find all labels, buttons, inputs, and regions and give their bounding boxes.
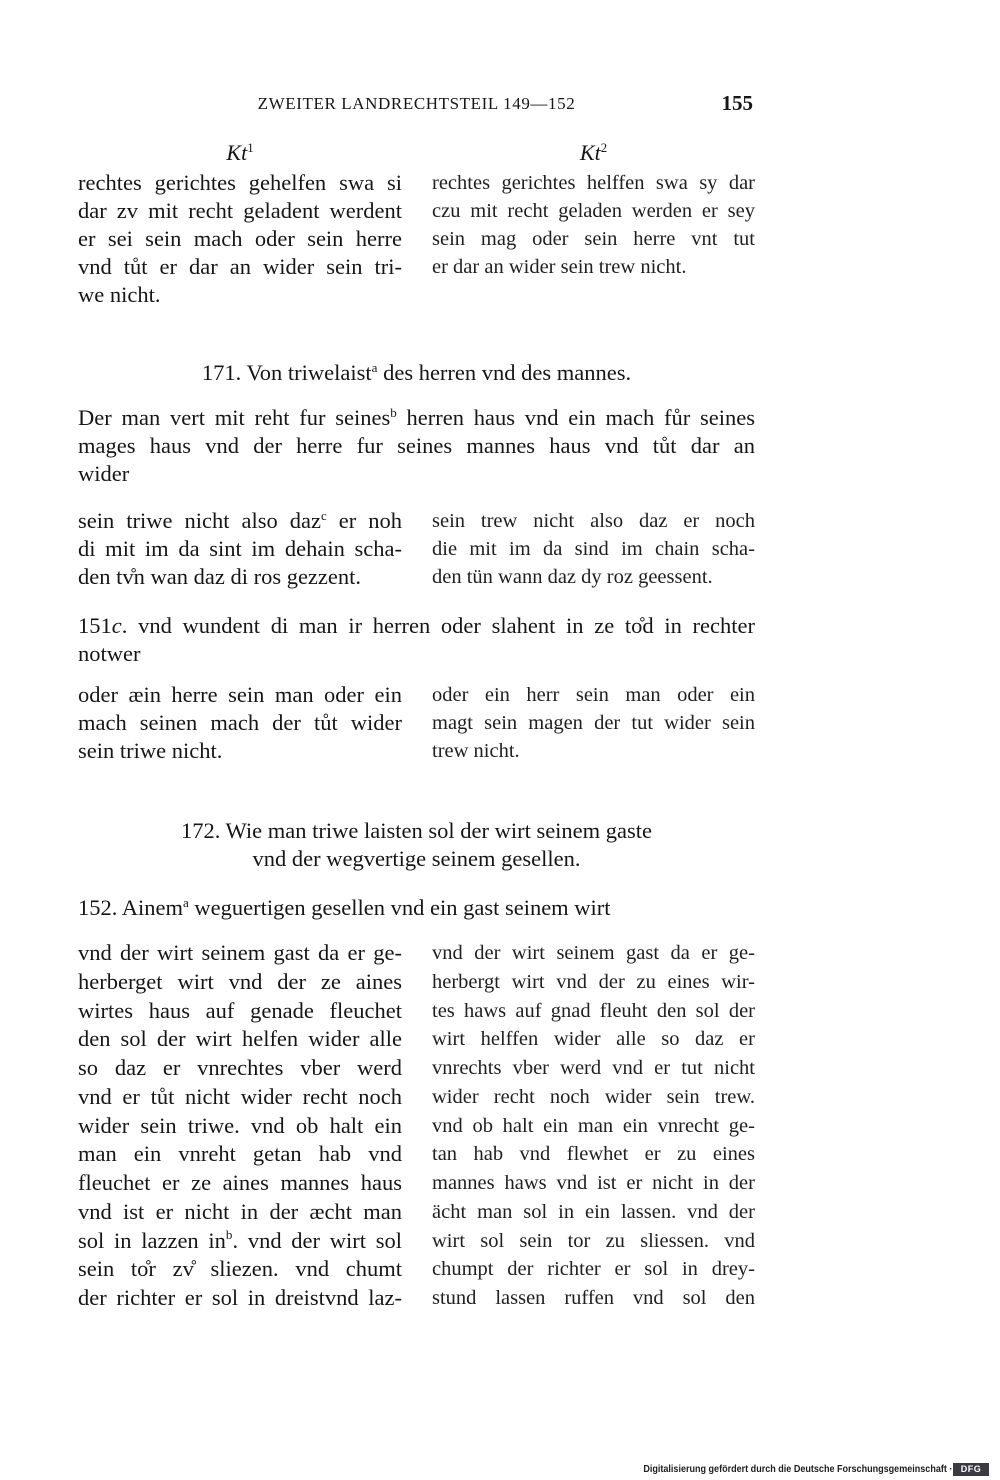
text-line: wirtes haus auf genade fleuchet <box>78 997 402 1023</box>
text-line: notwer <box>78 641 141 666</box>
article-151c-kt1-column <box>78 681 402 765</box>
witness-siglum: Kt <box>226 140 248 165</box>
running-head: ZWEITER LANDRECHTSTEIL 149—152 <box>257 94 576 113</box>
text-line: tes haws auf gnad fleuht den sol der <box>432 999 755 1022</box>
text-line: rechtes gerichtes helffen swa sy dar <box>432 172 755 194</box>
text-line: dar zv mit recht geladent werdent <box>78 198 402 223</box>
footnote-marker: c <box>320 507 327 523</box>
italic-text: c <box>111 613 122 638</box>
text-line: wirt sol sein tor zu sliessen. vnd <box>432 1229 755 1252</box>
article-152-kt1-column <box>78 939 402 1313</box>
text-line: die mit im da sind im chain scha- <box>432 538 755 560</box>
text-run: Der man vert mit reht fur seines <box>78 405 391 430</box>
text-line: den tv̊n wan daz di ros gezzent. <box>78 564 362 589</box>
text-line: er sei sein mach oder sein herre <box>78 226 402 251</box>
text-run: 171. Von triwelaist <box>201 360 372 385</box>
article-152-kt2-column <box>432 939 755 1313</box>
chapter-171-kt2-column <box>432 507 755 591</box>
text-run: herren haus vnd ein mach fůr seines <box>396 405 755 430</box>
witness-label-kt2 <box>432 139 755 167</box>
footnote-marker: a <box>371 359 378 375</box>
text-line: vnrechts vber werd vnd er tut nicht <box>432 1057 755 1079</box>
text-line: di mit im da sint im dehain scha- <box>78 536 402 561</box>
text-line: sein to̊r zv̊ sliezen. vnd chumt <box>78 1256 402 1282</box>
text-line <box>78 507 402 535</box>
witness-label-kt1 <box>78 139 402 167</box>
text-line: vnd ist er nicht in der æcht man <box>78 1198 402 1224</box>
chapter-172-heading <box>78 817 755 873</box>
text-line <box>78 612 755 640</box>
text-line: vnd tůt er dar an wider sein tri- <box>78 254 402 279</box>
text-line <box>78 894 755 922</box>
text-run: sein triwe nicht also daz <box>78 508 321 533</box>
text-line: oder ein herr sein man oder ein <box>432 684 755 706</box>
text-line: vnd der wegvertige seinem gesellen. <box>252 846 581 871</box>
text-line: ächt man sol in ein lassen. vnd der <box>432 1200 755 1223</box>
text-line: stund lassen ruffen vnd sol den <box>432 1287 755 1309</box>
text-run: . vnd wundent di man ir herren oder slahent in ze to̊d in rechter <box>121 613 755 638</box>
text-line: der richter er sol in dreistvnd laz- <box>78 1285 402 1310</box>
text-line: sein trew nicht also daz er noch <box>432 510 755 532</box>
text-line: sein triwe nicht. <box>78 738 223 763</box>
text-line: trew nicht. <box>432 740 520 762</box>
text-run: weguertigen gesellen vnd ein gast seinem wirt <box>188 895 611 920</box>
digitization-credit: Digitalisierung gefördert durch die Deutsche Forschungsgemeinschaft · <box>642 1463 952 1475</box>
text-line: rechtes gerichtes gehelfen swa si <box>78 170 402 195</box>
text-line: we nicht. <box>78 282 161 307</box>
witness-number: 1 <box>247 141 254 156</box>
article-151c-text <box>78 612 755 668</box>
text-line: vnd ob halt ein man ein vnrecht ge- <box>432 1114 755 1137</box>
footnote-marker: b <box>225 1227 233 1243</box>
text-line: vnd der wirt seinem gast da er ge- <box>78 940 402 965</box>
chapter-171-text <box>78 404 755 488</box>
text-line: tan hab vnd flewhet er zu eines <box>432 1143 755 1166</box>
text-run: 151 <box>78 613 112 638</box>
text-line: vnd der wirt seinem gast da er ge- <box>432 942 755 964</box>
text-run: . vnd der wirt sol <box>232 1227 402 1253</box>
text-line: czu mit recht geladen werden er sey <box>432 200 755 222</box>
text-line: so daz er vnrechtes vber werd <box>78 1055 402 1080</box>
text-line: mannes haws vnd ist er nicht in der <box>432 1172 755 1194</box>
text-line: man ein vnreht getan hab vnd <box>78 1141 402 1167</box>
text-run: sol in lazzen in <box>78 1227 226 1253</box>
chapter-171-heading <box>78 359 755 387</box>
text-line: wirt helffen wider alle so daz er <box>432 1028 755 1051</box>
text-line: den tün wann daz dy roz geessent. <box>432 566 713 588</box>
witness-number: 2 <box>600 141 608 156</box>
text-run: des herren vnd des mannes. <box>377 360 632 385</box>
text-line: wider <box>78 461 130 486</box>
text-line: vnd er tůt nicht wider recht noch <box>78 1083 402 1109</box>
text-line: fleuchet er ze aines mannes haus <box>78 1170 402 1195</box>
text-line: herbergt wirt vnd der zu eines wir- <box>432 970 755 993</box>
text-line <box>78 404 755 432</box>
text-line: herberget wirt vnd der ze aines <box>78 968 402 994</box>
text-run: er noh <box>326 508 402 533</box>
article-152-text <box>78 894 755 922</box>
article-151c-kt2-column <box>432 681 755 765</box>
text-run: 152. Ainem <box>78 895 183 920</box>
text-line: den sol der wirt helfen wider alle <box>78 1026 402 1052</box>
dfg-logo: DFG <box>953 1463 989 1476</box>
text-line: wider recht noch wider sein trew. <box>432 1085 755 1108</box>
footnote-marker: a <box>183 894 189 910</box>
text-line <box>78 359 755 387</box>
footnote-marker: b <box>390 404 397 420</box>
chapter-171-kt1-column <box>78 507 402 591</box>
page-number: 155 <box>721 91 753 115</box>
text-line: er dar an wider sein trew nicht. <box>432 256 687 278</box>
text-line: magt sein magen der tut wider sein <box>432 712 755 734</box>
text-line: 172. Wie man triwe laisten sol der wirt seinem gaste <box>180 818 653 843</box>
text-line: wider sein triwe. vnd ob halt ein <box>78 1112 402 1138</box>
text-line <box>78 1227 402 1256</box>
text-line: oder æin herre sein man oder ein <box>78 682 402 707</box>
text-line: mages haus vnd der herre fur seines mannes haus vnd tůt dar an <box>78 433 755 458</box>
text-line: sein mag oder sein herre vnt tut <box>432 228 755 250</box>
continuation-kt1-column <box>78 169 402 309</box>
text-line: chumpt der richter er sol in drey- <box>432 1258 755 1281</box>
witness-siglum: Kt <box>579 140 601 165</box>
text-line: mach seinen mach der tůt wider <box>78 710 402 735</box>
continuation-kt2-column <box>432 169 755 281</box>
